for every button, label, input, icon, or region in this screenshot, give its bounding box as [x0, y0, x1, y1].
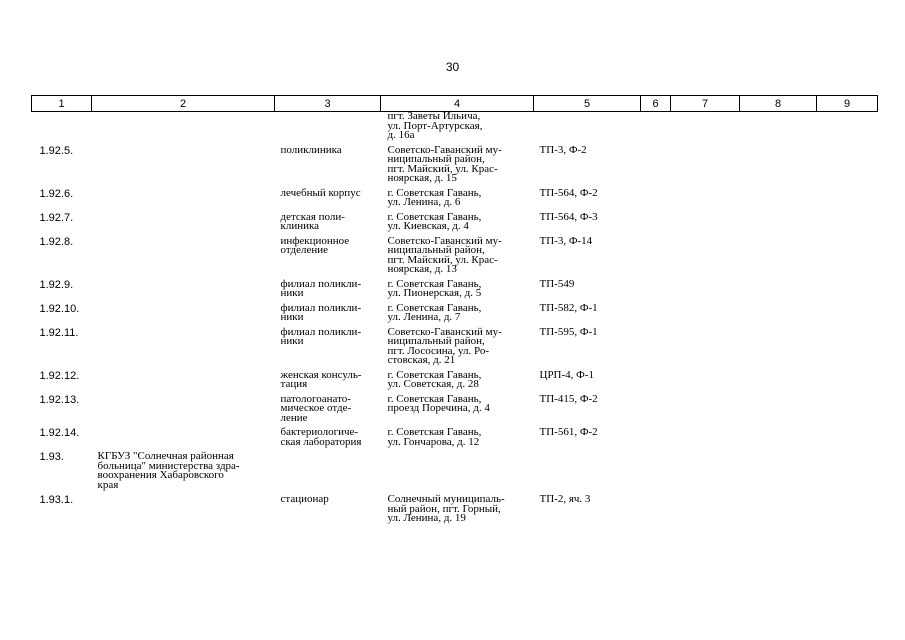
address-cell-line: ноярская, д. 15: [387, 172, 457, 184]
row-number-text: 1.92.8.: [39, 235, 74, 248]
object-cell-line: клиника: [280, 220, 320, 232]
address-cell-line: д. 16а: [387, 129, 415, 141]
column-7-cell: [671, 143, 740, 186]
power-source-cell: [534, 325, 641, 368]
column-6-cell: [641, 492, 671, 526]
object-cell-line: тация: [280, 378, 308, 390]
object-cell-line: ление: [280, 411, 308, 424]
column-header-4: 4: [381, 96, 534, 112]
column-6-cell: [641, 143, 671, 186]
table-row: [32, 492, 878, 526]
object-cell: [275, 492, 381, 526]
object-cell: [275, 425, 381, 449]
power-source-cell: [534, 425, 641, 449]
object-cell-line: стационар: [280, 493, 329, 505]
address-cell: [381, 143, 534, 186]
column-6-cell: [641, 449, 671, 492]
column-8-cell: [740, 277, 817, 301]
organization-cell: [92, 449, 275, 492]
column-6-cell: [641, 425, 671, 449]
column-7-cell: [671, 368, 740, 392]
column-7-cell: [671, 277, 740, 301]
column-9-cell: [817, 210, 878, 234]
address-cell-line: ниципальный район,: [387, 244, 485, 256]
address-cell-line: пгт. Лососина, ул. Ро-: [387, 344, 490, 357]
address-cell-line: Советско-Гаванский му-: [387, 234, 502, 247]
column-header-3: 3: [275, 96, 381, 112]
organization-cell: [92, 301, 275, 325]
address-cell-line: пгт. Майский, ул. Крас-: [387, 162, 498, 175]
column-7-cell: [671, 301, 740, 325]
column-9-cell: [817, 186, 878, 210]
column-9-cell: [817, 492, 878, 526]
power-source-cell-text: ТП-564, Ф-2: [539, 186, 598, 199]
organization-cell: [92, 368, 275, 392]
column-8-cell: [740, 210, 817, 234]
organization-cell: [92, 492, 275, 526]
power-source-cell: [534, 277, 641, 301]
address-cell: [381, 325, 534, 368]
address-cell-line: стовская, д. 21: [387, 354, 456, 366]
table-row: [32, 277, 878, 301]
row-number-text: 1.92.13.: [39, 393, 80, 406]
address-cell-line: г. Советская Гавань,: [387, 368, 482, 381]
address-cell-line: ул. Ленина, д. 19: [387, 512, 466, 524]
power-source-cell: [534, 186, 641, 210]
organization-cell-line: воохранения Хабаровского: [97, 469, 224, 481]
column-7-cell: [671, 392, 740, 426]
organization-cell: [92, 234, 275, 277]
object-cell: [275, 325, 381, 368]
column-header-8: 8: [740, 96, 817, 112]
table-row: [32, 301, 878, 325]
address-cell: [381, 392, 534, 426]
organization-cell-line: КГБУЗ "Солнечная районная: [97, 450, 234, 462]
column-7-cell: [671, 234, 740, 277]
power-source-cell-text: ТП-564, Ф-3: [539, 210, 598, 223]
row-number-text: 1.92.5.: [39, 144, 74, 157]
address-cell-line: ный район, пгт. Горный,: [387, 502, 501, 515]
address-cell-line: г. Советская Гавань,: [387, 210, 482, 223]
address-cell-line: пгт. Майский, ул. Крас-: [387, 253, 498, 266]
object-cell-line: поликлиника: [280, 143, 342, 156]
power-source-cell-text: ТП-549: [539, 277, 575, 290]
table-row: [32, 143, 878, 186]
column-8-cell: [740, 301, 817, 325]
address-cell-line: проезд Поречина, д. 4: [387, 402, 490, 414]
column-8-cell: [740, 234, 817, 277]
column-6-cell: [641, 277, 671, 301]
object-cell-line: детская поли-: [280, 210, 345, 223]
column-7-cell: [671, 425, 740, 449]
power-source-cell: [534, 368, 641, 392]
address-cell: [381, 210, 534, 234]
address-cell-line: ул. Порт-Артурская,: [387, 119, 483, 132]
object-cell: [275, 186, 381, 210]
row-number: [32, 277, 92, 301]
power-source-cell-text: ТП-595, Ф-1: [539, 325, 598, 338]
address-cell-line: ул. Пионерская, д. 5: [387, 287, 482, 299]
row-number: [32, 210, 92, 234]
column-6-cell: [641, 186, 671, 210]
power-source-cell: [534, 301, 641, 325]
row-number: [32, 301, 92, 325]
column-9-cell: [817, 392, 878, 426]
column-header-5: 5: [534, 96, 641, 112]
column-9-cell: [817, 368, 878, 392]
address-cell: [381, 449, 534, 492]
address-cell-line: г. Советская Гавань,: [387, 186, 482, 199]
column-9-cell: [817, 277, 878, 301]
power-source-cell-text: ЦРП-4, Ф-1: [539, 368, 595, 381]
row-number: [32, 492, 92, 526]
organization-cell-line: края: [97, 478, 119, 491]
table-row: [32, 186, 878, 210]
column-8-cell: [740, 325, 817, 368]
row-number: [32, 449, 92, 492]
row-number: [32, 392, 92, 426]
object-cell: [275, 277, 381, 301]
power-source-cell: [534, 449, 641, 492]
object-cell-line: отделение: [280, 244, 329, 256]
column-7-cell: [671, 492, 740, 526]
power-source-cell: [534, 234, 641, 277]
organization-cell: [92, 186, 275, 210]
column-6-cell: [641, 301, 671, 325]
object-cell-line: патологоанато-: [280, 392, 351, 405]
power-source-cell-text: ТП-2, яч. 3: [539, 493, 591, 505]
address-cell-line: г. Советская Гавань,: [387, 392, 482, 405]
column-7-cell: [671, 449, 740, 492]
document-table: [31, 95, 878, 526]
object-cell-line: ники: [280, 311, 304, 323]
object-cell-line: ники: [280, 335, 304, 347]
power-source-cell: [534, 143, 641, 186]
column-7-cell: [671, 112, 740, 143]
address-cell-line: ниципальный район,: [387, 335, 485, 347]
column-8-cell: [740, 392, 817, 426]
power-source-cell: [534, 492, 641, 526]
column-7-cell: [671, 186, 740, 210]
column-header-6: 6: [641, 96, 671, 112]
power-source-cell-text: ТП-582, Ф-1: [539, 301, 598, 314]
object-cell-line: ники: [280, 287, 304, 299]
row-number-text: 1.92.9.: [39, 278, 74, 291]
table-row: [32, 368, 878, 392]
object-cell: [275, 143, 381, 186]
column-6-cell: [641, 234, 671, 277]
row-number-text: 1.92.6.: [39, 187, 74, 200]
power-source-cell-text: ТП-3, Ф-2: [539, 143, 587, 156]
object-cell-line: филиал поликли-: [280, 277, 362, 290]
object-cell: [275, 301, 381, 325]
column-header-9: 9: [817, 96, 878, 112]
address-cell: [381, 277, 534, 301]
column-header-1: 1: [32, 96, 92, 112]
column-9-cell: [817, 449, 878, 492]
address-cell-line: ул. Гончарова, д. 12: [387, 435, 480, 448]
object-cell-line: инфекционное: [280, 234, 350, 247]
row-number: [32, 368, 92, 392]
power-source-cell-text: ТП-3, Ф-14: [539, 234, 593, 247]
table-row: [32, 425, 878, 449]
row-number: [32, 143, 92, 186]
organization-cell: [92, 112, 275, 143]
address-cell-line: г. Советская Гавань,: [387, 277, 482, 290]
column-8-cell: [740, 112, 817, 143]
column-header-2: 2: [92, 96, 275, 112]
column-6-cell: [641, 112, 671, 143]
address-cell-line: ул. Советская, д. 28: [387, 378, 479, 390]
table-row: [32, 449, 878, 492]
organization-cell-line: больница" министерства здра-: [97, 459, 240, 472]
column-8-cell: [740, 186, 817, 210]
power-source-cell-text: ТП-415, Ф-2: [539, 392, 598, 405]
address-cell-line: ул. Ленина, д. 6: [387, 196, 461, 208]
column-8-cell: [740, 143, 817, 186]
object-cell: [275, 449, 381, 492]
row-number-text: 1.92.7.: [39, 211, 74, 224]
address-cell: [381, 186, 534, 210]
column-9-cell: [817, 234, 878, 277]
object-cell-line: лечебный корпус: [280, 186, 361, 199]
address-cell-line: ноярская, д. 13: [387, 263, 457, 275]
organization-cell: [92, 210, 275, 234]
address-cell-line: пгт. Заветы Ильича,: [387, 110, 481, 122]
power-source-cell: [534, 210, 641, 234]
address-cell: [381, 112, 534, 143]
table-row: [32, 234, 878, 277]
object-cell: [275, 392, 381, 426]
object-cell: [275, 234, 381, 277]
table-row: [32, 210, 878, 234]
organization-cell: [92, 425, 275, 449]
object-cell-line: бактериологиче-: [280, 426, 359, 438]
row-number-text: 1.93.1.: [39, 494, 74, 506]
address-cell-line: ниципальный район,: [387, 153, 485, 165]
address-cell-line: ул. Ленина, д. 7: [387, 311, 461, 323]
column-9-cell: [817, 112, 878, 143]
column-7-cell: [671, 325, 740, 368]
address-cell: [381, 368, 534, 392]
row-number: [32, 186, 92, 210]
column-header-7: 7: [671, 96, 740, 112]
row-number: [32, 425, 92, 449]
table-row: [32, 325, 878, 368]
address-cell: [381, 301, 534, 325]
organization-cell: [92, 143, 275, 186]
object-cell-line: мическое отде-: [280, 402, 352, 414]
column-9-cell: [817, 425, 878, 449]
object-cell: [275, 112, 381, 143]
organization-cell: [92, 392, 275, 426]
column-9-cell: [817, 325, 878, 368]
row-number-text: 1.92.10.: [39, 302, 80, 315]
column-8-cell: [740, 425, 817, 449]
table-body: [32, 112, 878, 526]
row-number-text: 1.92.14.: [39, 427, 80, 439]
column-6-cell: [641, 392, 671, 426]
object-cell-line: женская консуль-: [280, 368, 362, 381]
table-row: [32, 112, 878, 143]
power-source-cell: [534, 392, 641, 426]
column-8-cell: [740, 492, 817, 526]
address-cell-line: г. Советская Гавань,: [387, 426, 482, 438]
column-9-cell: [817, 301, 878, 325]
row-number-text: 1.92.12.: [39, 369, 80, 382]
address-cell: [381, 492, 534, 526]
object-cell: [275, 368, 381, 392]
object-cell: [275, 210, 381, 234]
row-number: [32, 234, 92, 277]
column-7-cell: [671, 210, 740, 234]
row-number: [32, 112, 92, 143]
row-number: [32, 325, 92, 368]
column-8-cell: [740, 368, 817, 392]
column-6-cell: [641, 325, 671, 368]
address-cell-line: ул. Киевская, д. 4: [387, 220, 469, 232]
object-cell-line: филиал поликли-: [280, 301, 362, 314]
object-cell-line: ская лаборатория: [280, 435, 362, 448]
power-source-cell: [534, 112, 641, 143]
address-cell: [381, 425, 534, 449]
address-cell-line: Солнечный муниципаль-: [387, 493, 505, 505]
column-8-cell: [740, 449, 817, 492]
address-cell-line: Советско-Гаванский му-: [387, 143, 502, 156]
column-6-cell: [641, 210, 671, 234]
organization-cell: [92, 325, 275, 368]
page-number: 30: [445, 60, 460, 74]
column-9-cell: [817, 143, 878, 186]
column-6-cell: [641, 368, 671, 392]
address-cell-line: Советско-Гаванский му-: [387, 325, 502, 338]
row-number-text: 1.92.11.: [39, 326, 79, 339]
object-cell-line: филиал поликли-: [280, 325, 362, 338]
row-number-text: 1.93.: [39, 451, 64, 463]
address-cell-line: г. Советская Гавань,: [387, 301, 482, 314]
address-cell: [381, 234, 534, 277]
table-row: [32, 392, 878, 426]
power-source-cell-text: ТП-561, Ф-2: [539, 426, 598, 438]
organization-cell: [92, 277, 275, 301]
